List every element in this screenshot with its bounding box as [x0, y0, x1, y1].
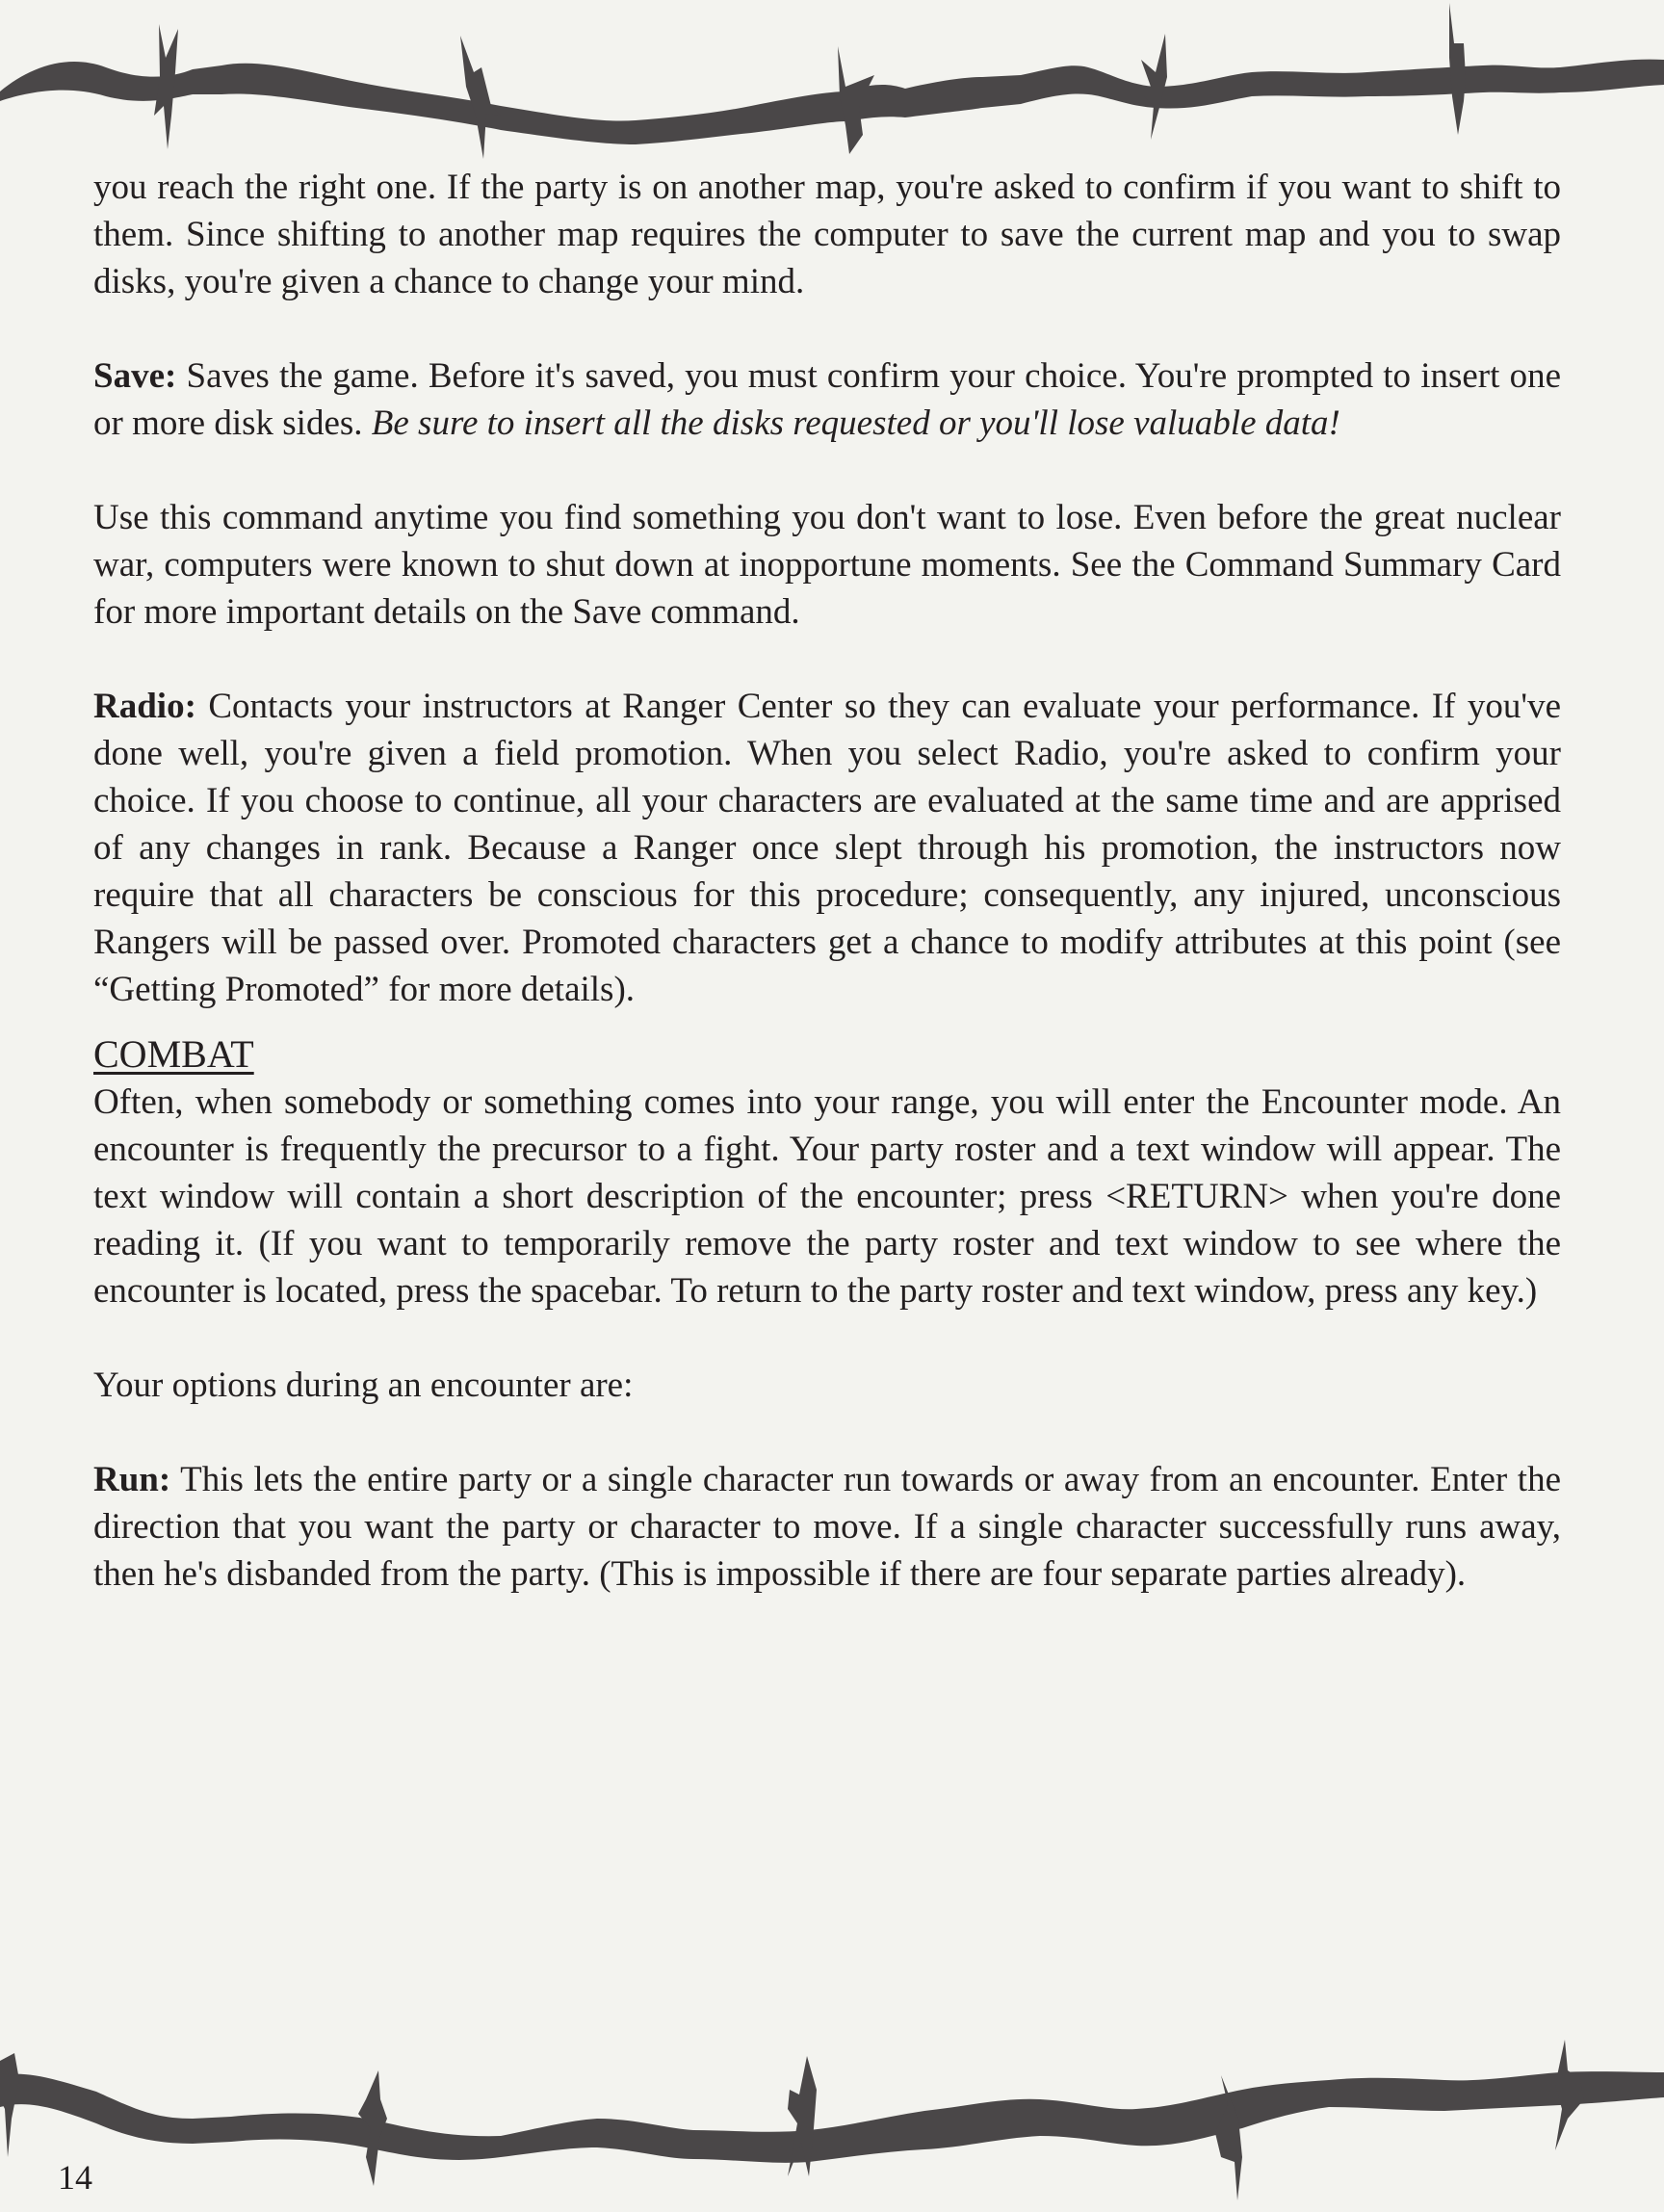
save-warning: Be sure to insert all the disks requested or you'll lose valuable data!: [371, 403, 1340, 443]
intro-text: you reach the right one. If the party is on another map, you're asked to confirm if you want to shift to them. Since shifting to another map requires the computer to save the current map and you to swap disks, you're given a chance to change your mind.: [93, 168, 1561, 301]
save-text: Saves the game. Before it's saved, you must confirm your choice. You're prompted to insert one or more disk sides.: [93, 356, 1561, 443]
barb: [0, 2053, 19, 2157]
run-text: This lets the entire party or a single character run towards or away from an encounter. Enter the direction that you want the party or character to move. If a single character successfully runs away, then he's disbanded from the party. (This is impossible if there are four separate parties already).: [93, 1460, 1561, 1594]
barb: [1555, 2040, 1584, 2150]
options-paragraph: [93, 1362, 1561, 1409]
save-paragraph: [93, 352, 1561, 447]
radio-label: Radio:: [93, 687, 196, 726]
options-text: Your options during an encounter are:: [93, 1366, 634, 1405]
combat-text: Often, when somebody or something comes into your range, you will enter the Encounter mode. An encounter is frequently the precursor to a fight. Your party roster and a text window will appear. The text window will contain a short description of the encounter; press <RETURN> when you're done reading it. (If you want to temporarily remove the party roster and text window to see where the encounter is located, press the spacebar. To return to the party roster and text window, press any key.): [93, 1082, 1561, 1311]
wire-strand: [0, 2071, 1664, 2163]
radio-paragraph: [93, 683, 1561, 1013]
save-note-paragraph: [93, 494, 1561, 636]
intro-paragraph: [93, 164, 1561, 305]
combat-heading: COMBAT: [93, 1032, 254, 1076]
barbed-wire-bottom-icon: [0, 2022, 1664, 2212]
barb: [460, 36, 501, 159]
save-note-text: Use this command anytime you find something you don't want to lose. Even before the great nuclear war, computers were known to shut down at inopportune moments. See the Command Summary Card for more important details on the Save command.: [93, 498, 1561, 632]
run-paragraph: [93, 1456, 1561, 1598]
save-label: Save:: [93, 356, 177, 396]
combat-paragraph: [93, 1079, 1561, 1314]
barbed-wire-top-icon: [0, 0, 1664, 173]
wire-strand: [0, 60, 1664, 144]
run-label: Run:: [93, 1460, 171, 1499]
barb: [1449, 3, 1466, 135]
page-number: 14: [58, 2158, 92, 2197]
body-text: [93, 164, 1561, 1598]
radio-text: Contacts your instructors at Ranger Center so they can evaluate your performance. If you've done well, you're given a field promotion. When you select Radio, you're asked to confirm your choice. If you choose to continue, all your characters are evaluated at the same time and are apprised of any changes in rank. Because a Ranger once slept through his promotion, the instructors now require that all characters be conscious for this procedure; consequently, any injured, unconscious Rangers will be passed over. Promoted characters get a chance to modify attributes at this point (see “Getting Promoted” for more details).: [93, 687, 1561, 1009]
